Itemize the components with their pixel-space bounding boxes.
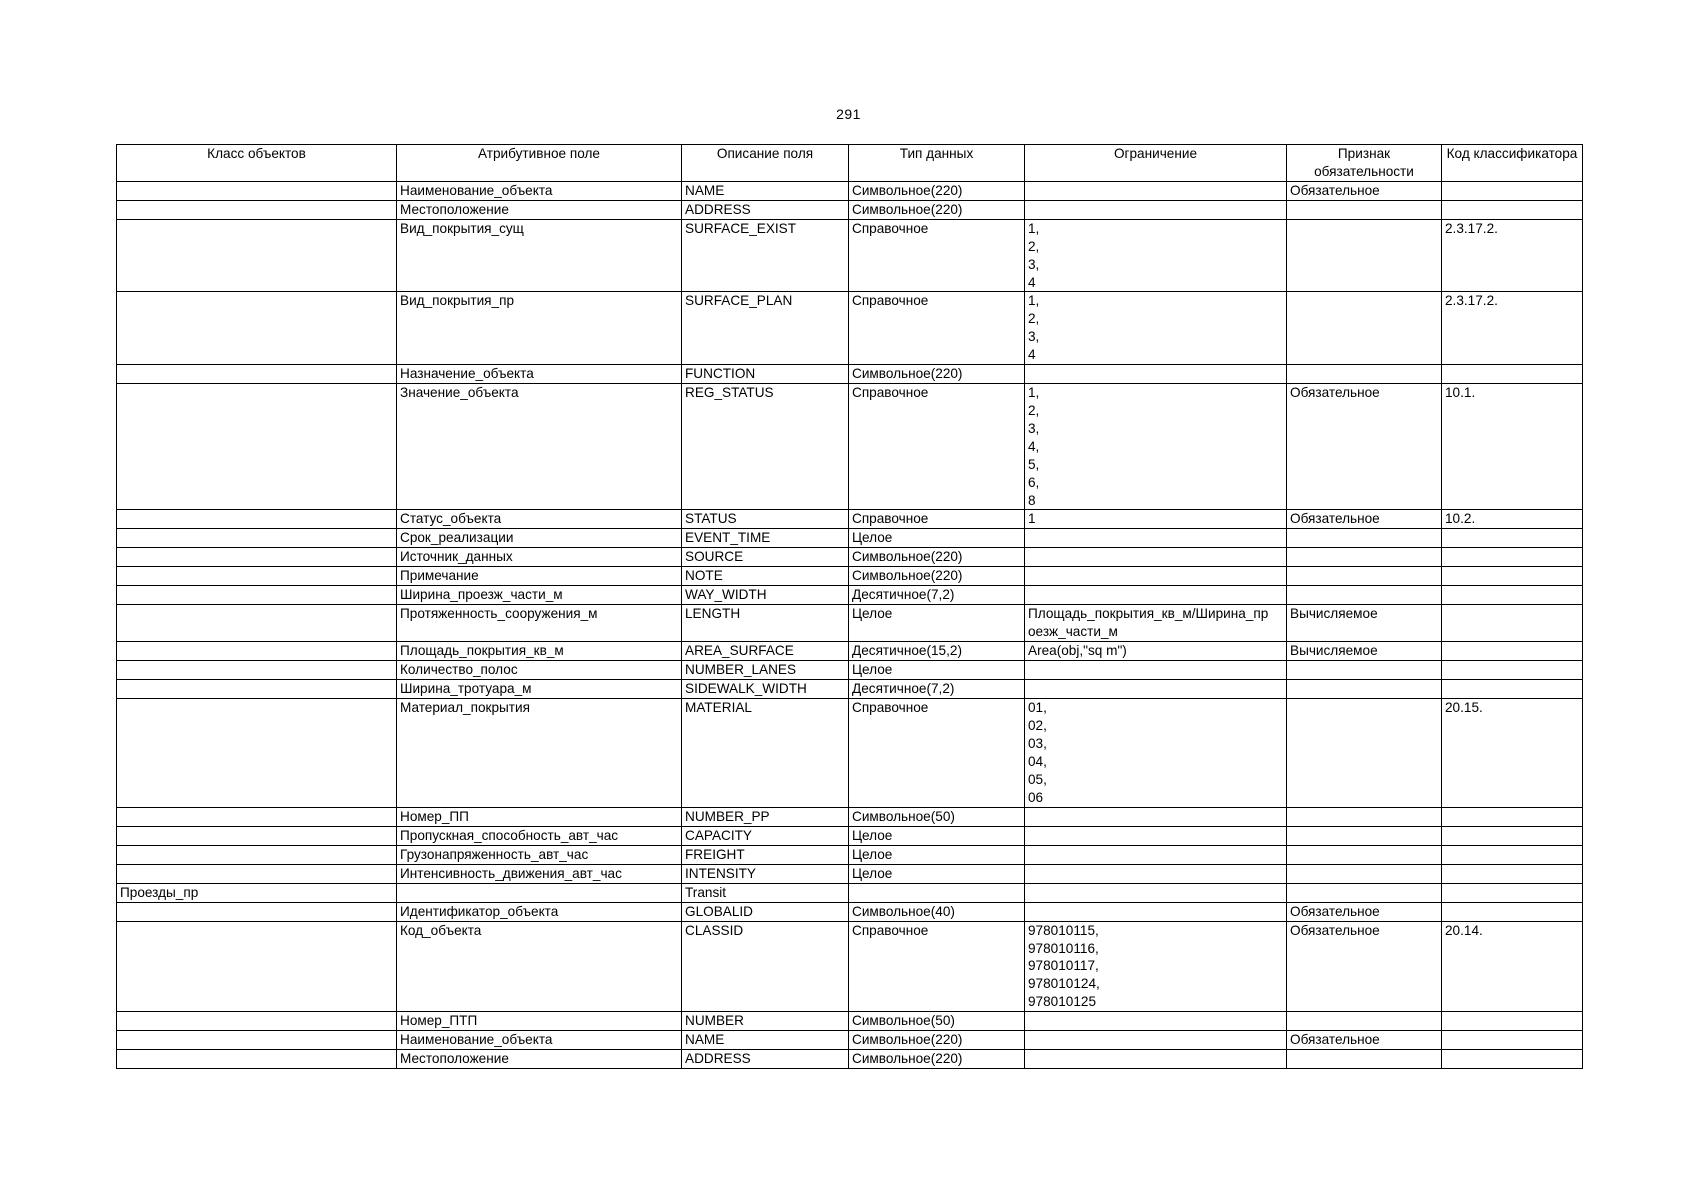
attribute-cell: Наименование_объекта	[397, 181, 682, 200]
field-cell: ADDRESS	[682, 1050, 849, 1069]
attribute-cell: Номер_ПТП	[397, 1012, 682, 1031]
column-header: Класс объектов	[117, 145, 397, 182]
constraint-cell	[1025, 1031, 1287, 1050]
table-row	[117, 567, 1583, 586]
attribute-cell: Местоположение	[397, 1050, 682, 1069]
required-cell: Вычисляемое	[1287, 605, 1442, 642]
attribute-cell: Протяженность_сооружения_м	[397, 605, 682, 642]
required-cell	[1287, 661, 1442, 680]
field-cell: FREIGHT	[682, 845, 849, 864]
column-header: Признак обязательности	[1287, 145, 1442, 182]
type-cell: Десятичное(7,2)	[849, 680, 1025, 699]
field-cell: SURFACE_EXIST	[682, 219, 849, 292]
required-cell: Обязательное	[1287, 510, 1442, 529]
class-cell	[117, 586, 397, 605]
required-cell	[1287, 864, 1442, 883]
classifier-cell	[1442, 200, 1583, 219]
field-cell: LENGTH	[682, 605, 849, 642]
attribute-cell: Пропускная_способность_авт_час	[397, 826, 682, 845]
class-cell	[117, 661, 397, 680]
constraint-cell	[1025, 883, 1287, 902]
classifier-cell	[1442, 642, 1583, 661]
type-cell: Справочное	[849, 510, 1025, 529]
type-cell: Целое	[849, 605, 1025, 642]
classifier-cell	[1442, 586, 1583, 605]
required-cell	[1287, 883, 1442, 902]
table-row	[117, 548, 1583, 567]
classifier-cell: 2.3.17.2.	[1442, 219, 1583, 292]
class-cell	[117, 567, 397, 586]
classifier-cell	[1442, 365, 1583, 384]
attribute-cell: Вид_покрытия_сущ	[397, 219, 682, 292]
field-cell: ADDRESS	[682, 200, 849, 219]
type-cell: Символьное(220)	[849, 181, 1025, 200]
attribute-cell: Вид_покрытия_пр	[397, 292, 682, 365]
class-cell	[117, 1012, 397, 1031]
required-cell	[1287, 200, 1442, 219]
field-cell: REG_STATUS	[682, 384, 849, 510]
class-cell	[117, 365, 397, 384]
field-cell: MATERIAL	[682, 699, 849, 807]
classifier-cell	[1442, 680, 1583, 699]
classifier-cell	[1442, 605, 1583, 642]
constraint-cell	[1025, 529, 1287, 548]
attribute-cell: Материал_покрытия	[397, 699, 682, 807]
table-row	[117, 1031, 1583, 1050]
table-row	[117, 883, 1583, 902]
table-row	[117, 200, 1583, 219]
constraint-cell: Area(obj,"sq m")	[1025, 642, 1287, 661]
table-row	[117, 365, 1583, 384]
constraint-cell	[1025, 864, 1287, 883]
classifier-cell	[1442, 845, 1583, 864]
classifier-cell: 2.3.17.2.	[1442, 292, 1583, 365]
class-cell	[117, 200, 397, 219]
required-cell: Обязательное	[1287, 921, 1442, 1012]
constraint-cell	[1025, 661, 1287, 680]
attribute-cell: Ширина_проезж_части_м	[397, 586, 682, 605]
constraint-cell	[1025, 826, 1287, 845]
attribute-cell: Статус_объекта	[397, 510, 682, 529]
type-cell: Символьное(40)	[849, 902, 1025, 921]
field-cell: NAME	[682, 181, 849, 200]
classifier-cell	[1442, 548, 1583, 567]
table-row	[117, 680, 1583, 699]
class-cell	[117, 864, 397, 883]
table-row	[117, 1012, 1583, 1031]
class-cell	[117, 1031, 397, 1050]
type-cell: Десятичное(15,2)	[849, 642, 1025, 661]
constraint-cell	[1025, 567, 1287, 586]
field-cell: CLASSID	[682, 921, 849, 1012]
constraint-cell	[1025, 586, 1287, 605]
required-cell	[1287, 567, 1442, 586]
table-row	[117, 605, 1583, 642]
field-cell: EVENT_TIME	[682, 529, 849, 548]
required-cell	[1287, 807, 1442, 826]
class-cell	[117, 921, 397, 1012]
table-row	[117, 292, 1583, 365]
attribute-cell: Площадь_покрытия_кв_м	[397, 642, 682, 661]
required-cell: Вычисляемое	[1287, 642, 1442, 661]
class-cell	[117, 292, 397, 365]
column-header: Атрибутивное поле	[397, 145, 682, 182]
required-cell	[1287, 365, 1442, 384]
table-row	[117, 384, 1583, 510]
field-cell: SOURCE	[682, 548, 849, 567]
table-row	[117, 902, 1583, 921]
column-header: Тип данных	[849, 145, 1025, 182]
table-row	[117, 219, 1583, 292]
table-row	[117, 586, 1583, 605]
column-header: Описание поля	[682, 145, 849, 182]
required-cell	[1287, 586, 1442, 605]
attribute-cell: Назначение_объекта	[397, 365, 682, 384]
field-cell: SIDEWALK_WIDTH	[682, 680, 849, 699]
class-cell	[117, 181, 397, 200]
constraint-cell	[1025, 680, 1287, 699]
field-cell: FUNCTION	[682, 365, 849, 384]
table-row	[117, 826, 1583, 845]
type-cell: Целое	[849, 661, 1025, 680]
attribute-cell: Ширина_тротуара_м	[397, 680, 682, 699]
table-header	[117, 145, 1583, 182]
constraint-cell	[1025, 807, 1287, 826]
constraint-cell	[1025, 1012, 1287, 1031]
type-cell: Символьное(220)	[849, 200, 1025, 219]
classifier-cell	[1442, 1050, 1583, 1069]
constraint-cell: 01, 02, 03, 04, 05, 06	[1025, 699, 1287, 807]
type-cell: Символьное(220)	[849, 1050, 1025, 1069]
required-cell: Обязательное	[1287, 384, 1442, 510]
constraint-cell: 978010115, 978010116, 978010117, 978010124, 978010125	[1025, 921, 1287, 1012]
column-header: Ограничение	[1025, 145, 1287, 182]
class-cell	[117, 605, 397, 642]
field-cell: GLOBALID	[682, 902, 849, 921]
table-row	[117, 510, 1583, 529]
type-cell: Справочное	[849, 384, 1025, 510]
required-cell: Обязательное	[1287, 1031, 1442, 1050]
classifier-cell	[1442, 883, 1583, 902]
constraint-cell	[1025, 200, 1287, 219]
table-body	[117, 181, 1583, 1068]
class-cell	[117, 529, 397, 548]
classifier-cell	[1442, 529, 1583, 548]
classifier-cell: 20.14.	[1442, 921, 1583, 1012]
constraint-cell: 1	[1025, 510, 1287, 529]
field-cell: INTENSITY	[682, 864, 849, 883]
class-cell	[117, 807, 397, 826]
type-cell: Справочное	[849, 921, 1025, 1012]
attribute-cell: Источник_данных	[397, 548, 682, 567]
class-cell	[117, 384, 397, 510]
attribute-cell: Срок_реализации	[397, 529, 682, 548]
required-cell	[1287, 845, 1442, 864]
required-cell	[1287, 699, 1442, 807]
constraint-cell	[1025, 181, 1287, 200]
required-cell	[1287, 680, 1442, 699]
class-cell	[117, 548, 397, 567]
class-cell	[117, 680, 397, 699]
attribute-cell: Номер_ПП	[397, 807, 682, 826]
attribute-table	[116, 144, 1583, 1069]
column-header: Код классификатора	[1442, 145, 1583, 182]
table-row	[117, 661, 1583, 680]
field-cell: NUMBER_PP	[682, 807, 849, 826]
class-cell	[117, 1050, 397, 1069]
table-row	[117, 1050, 1583, 1069]
table-row	[117, 181, 1583, 200]
class-cell	[117, 510, 397, 529]
type-cell: Справочное	[849, 219, 1025, 292]
attribute-cell: Количество_полос	[397, 661, 682, 680]
class-cell	[117, 642, 397, 661]
attribute-cell: Наименование_объекта	[397, 1031, 682, 1050]
attribute-cell: Примечание	[397, 567, 682, 586]
type-cell: Целое	[849, 845, 1025, 864]
class-cell: Проезды_пр	[117, 883, 397, 902]
required-cell	[1287, 1012, 1442, 1031]
type-cell: Символьное(220)	[849, 548, 1025, 567]
classifier-cell	[1442, 807, 1583, 826]
constraint-cell: 1, 2, 3, 4	[1025, 292, 1287, 365]
classifier-cell	[1442, 1012, 1583, 1031]
type-cell: Десятичное(7,2)	[849, 586, 1025, 605]
classifier-cell	[1442, 864, 1583, 883]
required-cell	[1287, 292, 1442, 365]
required-cell	[1287, 1050, 1442, 1069]
constraint-cell: Площадь_покрытия_кв_м/Ширина_пр оезж_части_м	[1025, 605, 1287, 642]
classifier-cell: 20.15.	[1442, 699, 1583, 807]
class-cell	[117, 699, 397, 807]
required-cell	[1287, 548, 1442, 567]
attribute-cell: Интенсивность_движения_авт_час	[397, 864, 682, 883]
classifier-cell	[1442, 181, 1583, 200]
attribute-cell: Местоположение	[397, 200, 682, 219]
type-cell: Символьное(50)	[849, 807, 1025, 826]
constraint-cell	[1025, 1050, 1287, 1069]
constraint-cell	[1025, 365, 1287, 384]
constraint-cell	[1025, 845, 1287, 864]
table-row	[117, 864, 1583, 883]
field-cell: SURFACE_PLAN	[682, 292, 849, 365]
field-cell: NAME	[682, 1031, 849, 1050]
table-row	[117, 699, 1583, 807]
classifier-cell	[1442, 567, 1583, 586]
type-cell: Целое	[849, 826, 1025, 845]
classifier-cell: 10.1.	[1442, 384, 1583, 510]
type-cell	[849, 883, 1025, 902]
field-cell: STATUS	[682, 510, 849, 529]
attribute-cell: Идентификатор_объекта	[397, 902, 682, 921]
attribute-cell: Грузонапряженность_авт_час	[397, 845, 682, 864]
page-number: 291	[836, 106, 861, 122]
required-cell	[1287, 219, 1442, 292]
type-cell: Символьное(220)	[849, 1031, 1025, 1050]
field-cell: AREA_SURFACE	[682, 642, 849, 661]
constraint-cell: 1, 2, 3, 4, 5, 6, 8	[1025, 384, 1287, 510]
type-cell: Справочное	[849, 292, 1025, 365]
required-cell	[1287, 529, 1442, 548]
classifier-cell	[1442, 661, 1583, 680]
type-cell: Справочное	[849, 699, 1025, 807]
field-cell: CAPACITY	[682, 826, 849, 845]
classifier-cell	[1442, 1031, 1583, 1050]
constraint-cell	[1025, 902, 1287, 921]
class-cell	[117, 845, 397, 864]
attribute-cell: Значение_объекта	[397, 384, 682, 510]
type-cell: Символьное(220)	[849, 365, 1025, 384]
constraint-cell	[1025, 548, 1287, 567]
class-cell	[117, 219, 397, 292]
type-cell: Целое	[849, 864, 1025, 883]
field-cell: Transit	[682, 883, 849, 902]
class-cell	[117, 826, 397, 845]
attribute-cell: Код_объекта	[397, 921, 682, 1012]
class-cell	[117, 902, 397, 921]
classifier-cell	[1442, 902, 1583, 921]
field-cell: NUMBER_LANES	[682, 661, 849, 680]
required-cell: Обязательное	[1287, 181, 1442, 200]
field-cell: WAY_WIDTH	[682, 586, 849, 605]
type-cell: Символьное(50)	[849, 1012, 1025, 1031]
table-row	[117, 807, 1583, 826]
table-row	[117, 642, 1583, 661]
type-cell: Символьное(220)	[849, 567, 1025, 586]
table-row	[117, 921, 1583, 1012]
attribute-cell	[397, 883, 682, 902]
classifier-cell	[1442, 826, 1583, 845]
field-cell: NOTE	[682, 567, 849, 586]
table-row	[117, 529, 1583, 548]
classifier-cell: 10.2.	[1442, 510, 1583, 529]
constraint-cell: 1, 2, 3, 4	[1025, 219, 1287, 292]
required-cell: Обязательное	[1287, 902, 1442, 921]
table-row	[117, 845, 1583, 864]
required-cell	[1287, 826, 1442, 845]
field-cell: NUMBER	[682, 1012, 849, 1031]
type-cell: Целое	[849, 529, 1025, 548]
